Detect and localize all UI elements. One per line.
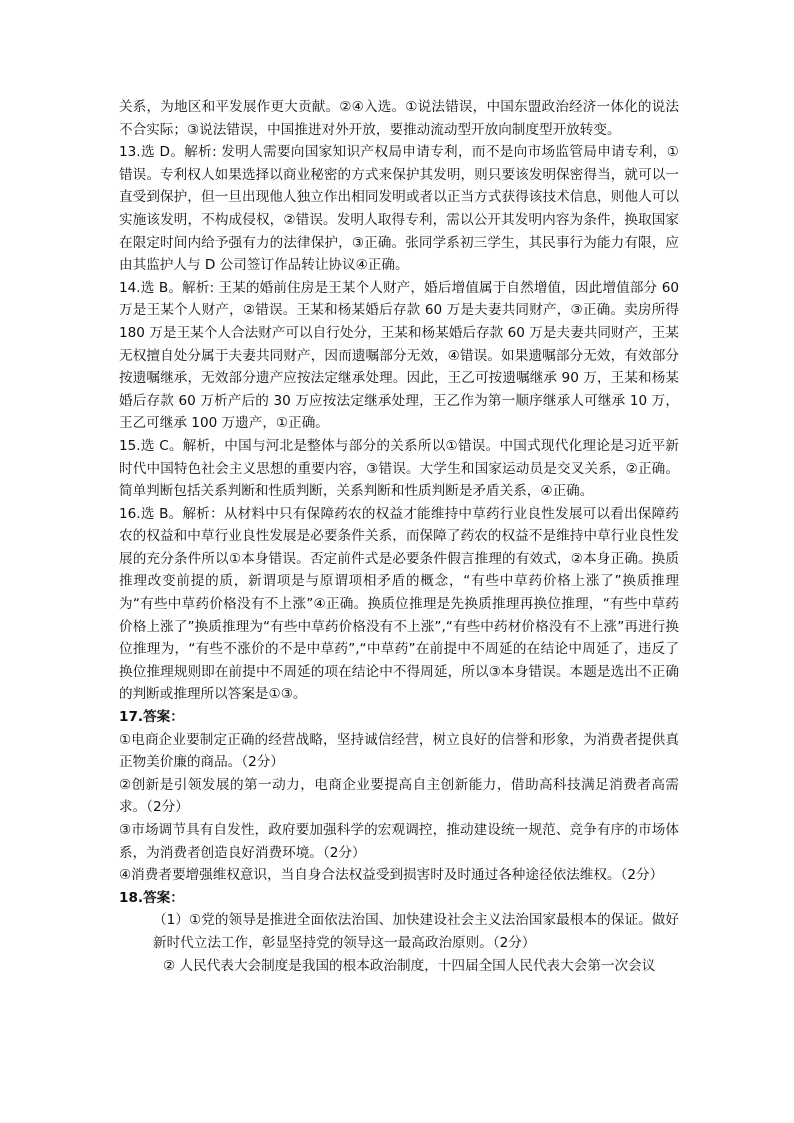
answer-17-item: ①电商企业要制定正确的经营战略，坚持诚信经营，树立良好的信誉和形象，为消费者提供真正物美价廉的商品。（2分） [119, 731, 679, 771]
answer-18-heading: 18.答案： [119, 889, 184, 906]
answer-14: 14.选 B。解析: 王某的婚前住房是王某个人财产，婚后增值属于自然增值，因此增值部分 60 万是王某个人财产，②错误。王某和杨某婚后存款 60 万是夫妻共同财产，③正确。卖房所得 180 万是王某个人合法财产可以自行处分，王某和杨某婚后存款 60 万是夫妻共同财产，王某无权擅自处分属于夫妻共同财产，因而遗嘱部分无效，④错误。如果遗嘱部分无效，有效部分按遗嘱继承，无效部分遗产应按法定继承处理。因此，王乙可按遗嘱继承 90 万，王某和杨某婚后存款 60 万析产后的 30 万应按法定继承处理，王乙作为第一顺序继承人可继承 10 万，王乙可继承 100 万遗产，①正确。 [119, 279, 679, 432]
answer-17-heading: 17.答案： [119, 709, 184, 726]
document-page [119, 96, 679, 977]
answer-13: 13.选 D。解析: 发明人需要向国家知识产权局申请专利，而不是向市场监管局申请专利，①错误。专利权人如果选择以商业秘密的方式来保护其发明，则只要该发明保密得当，就可以一直受到保护，但一旦出现他人独立作出相同发明或者以正当方式获得该技术信息，则他人可以实施该发明，不构成侵权，②错误。发明人取得专利，需以公开其发明内容为条件，换取国家在限定时间内给予强有力的法律保护，③正确。张同学系初三学生，其民事行为能力有限，应由其监护人与 D 公司签订作品转让协议④正确。 [119, 144, 679, 274]
answer-17-item: ③市场调节具有自发性，政府要加强科学的宏观调控，推动建设统一规范、竞争有序的市场体系，为消费者创造良好消费环境。（2分） [119, 822, 679, 861]
answer-15: 15.选 C。解析，中国与河北是整体与部分的关系所以①错误。中国式现代化理论是习近平新时代中国特色社会主义思想的重要内容，③错误。大学生和国家运动员是交叉关系，②正确。简单判断包括关系判断和性质判断，关系判断和性质判断是矛盾关系，④正确。 [119, 437, 679, 500]
answer-17-item: ②创新是引领发展的第一动力，电商企业要提高自主创新能力，借助高科技满足消费者高需求。（2分） [119, 776, 679, 816]
answer-17-item: ④消费者要增强维权意识，当自身合法权益受到损害时及时通过各种途径依法维权。（2分） [119, 867, 664, 884]
answer-18-item: ② 人民代表大会制度是我国的根本政治制度，十四届全国人民代表大会第一次会议 [163, 957, 656, 974]
answer-16: 16.选 B。解析：从材料中只有保障药农的权益才能维持中草药行业良性发展可以看出保障药农的权益和中草行业良性发展是必要条件关系，而保障了药农的权益不是维持中草行业良性发展的充分条件所以①本身错误。否定前件式是必要条件假言推理的有效式，②本身正确。换质推理改变前提的质，新谓项是与原谓项相矛盾的概念，“有些中草药价格上涨了”换质推理为“有些中草药价格没有不上涨”④正确。换质位推理是先换质推理再换位推理，“有些中草药价格上涨了”换质推理为“有些中草药价格没有不上涨”,“有些中药材价格没有不上涨”再进行换位推理为，“有些不涨价的不是中草药”,“中草药”在前提中不周延的在结论中周延了，违反了换位推理规则即在前提中不周延的项在结论中不得周延，所以③本身错误。本题是选出不正确的判断或推理所以答案是①③。 [119, 505, 679, 703]
paragraph-continuation: 关系，为地区和平发展作更大贡献。②④入选。①说法错误，中国东盟政治经济一体化的说法不合实际；③说法错误，中国推进对外开放，要推动流动型开放向制度型开放转变。 [119, 99, 679, 138]
answer-18-item: （1）①党的领导是推进全面依法治国、加快建设社会主义法治国家最根本的保证。做好新时代立法工作，彰显坚持党的领导这一最高政治原则。（2分） [153, 912, 679, 951]
